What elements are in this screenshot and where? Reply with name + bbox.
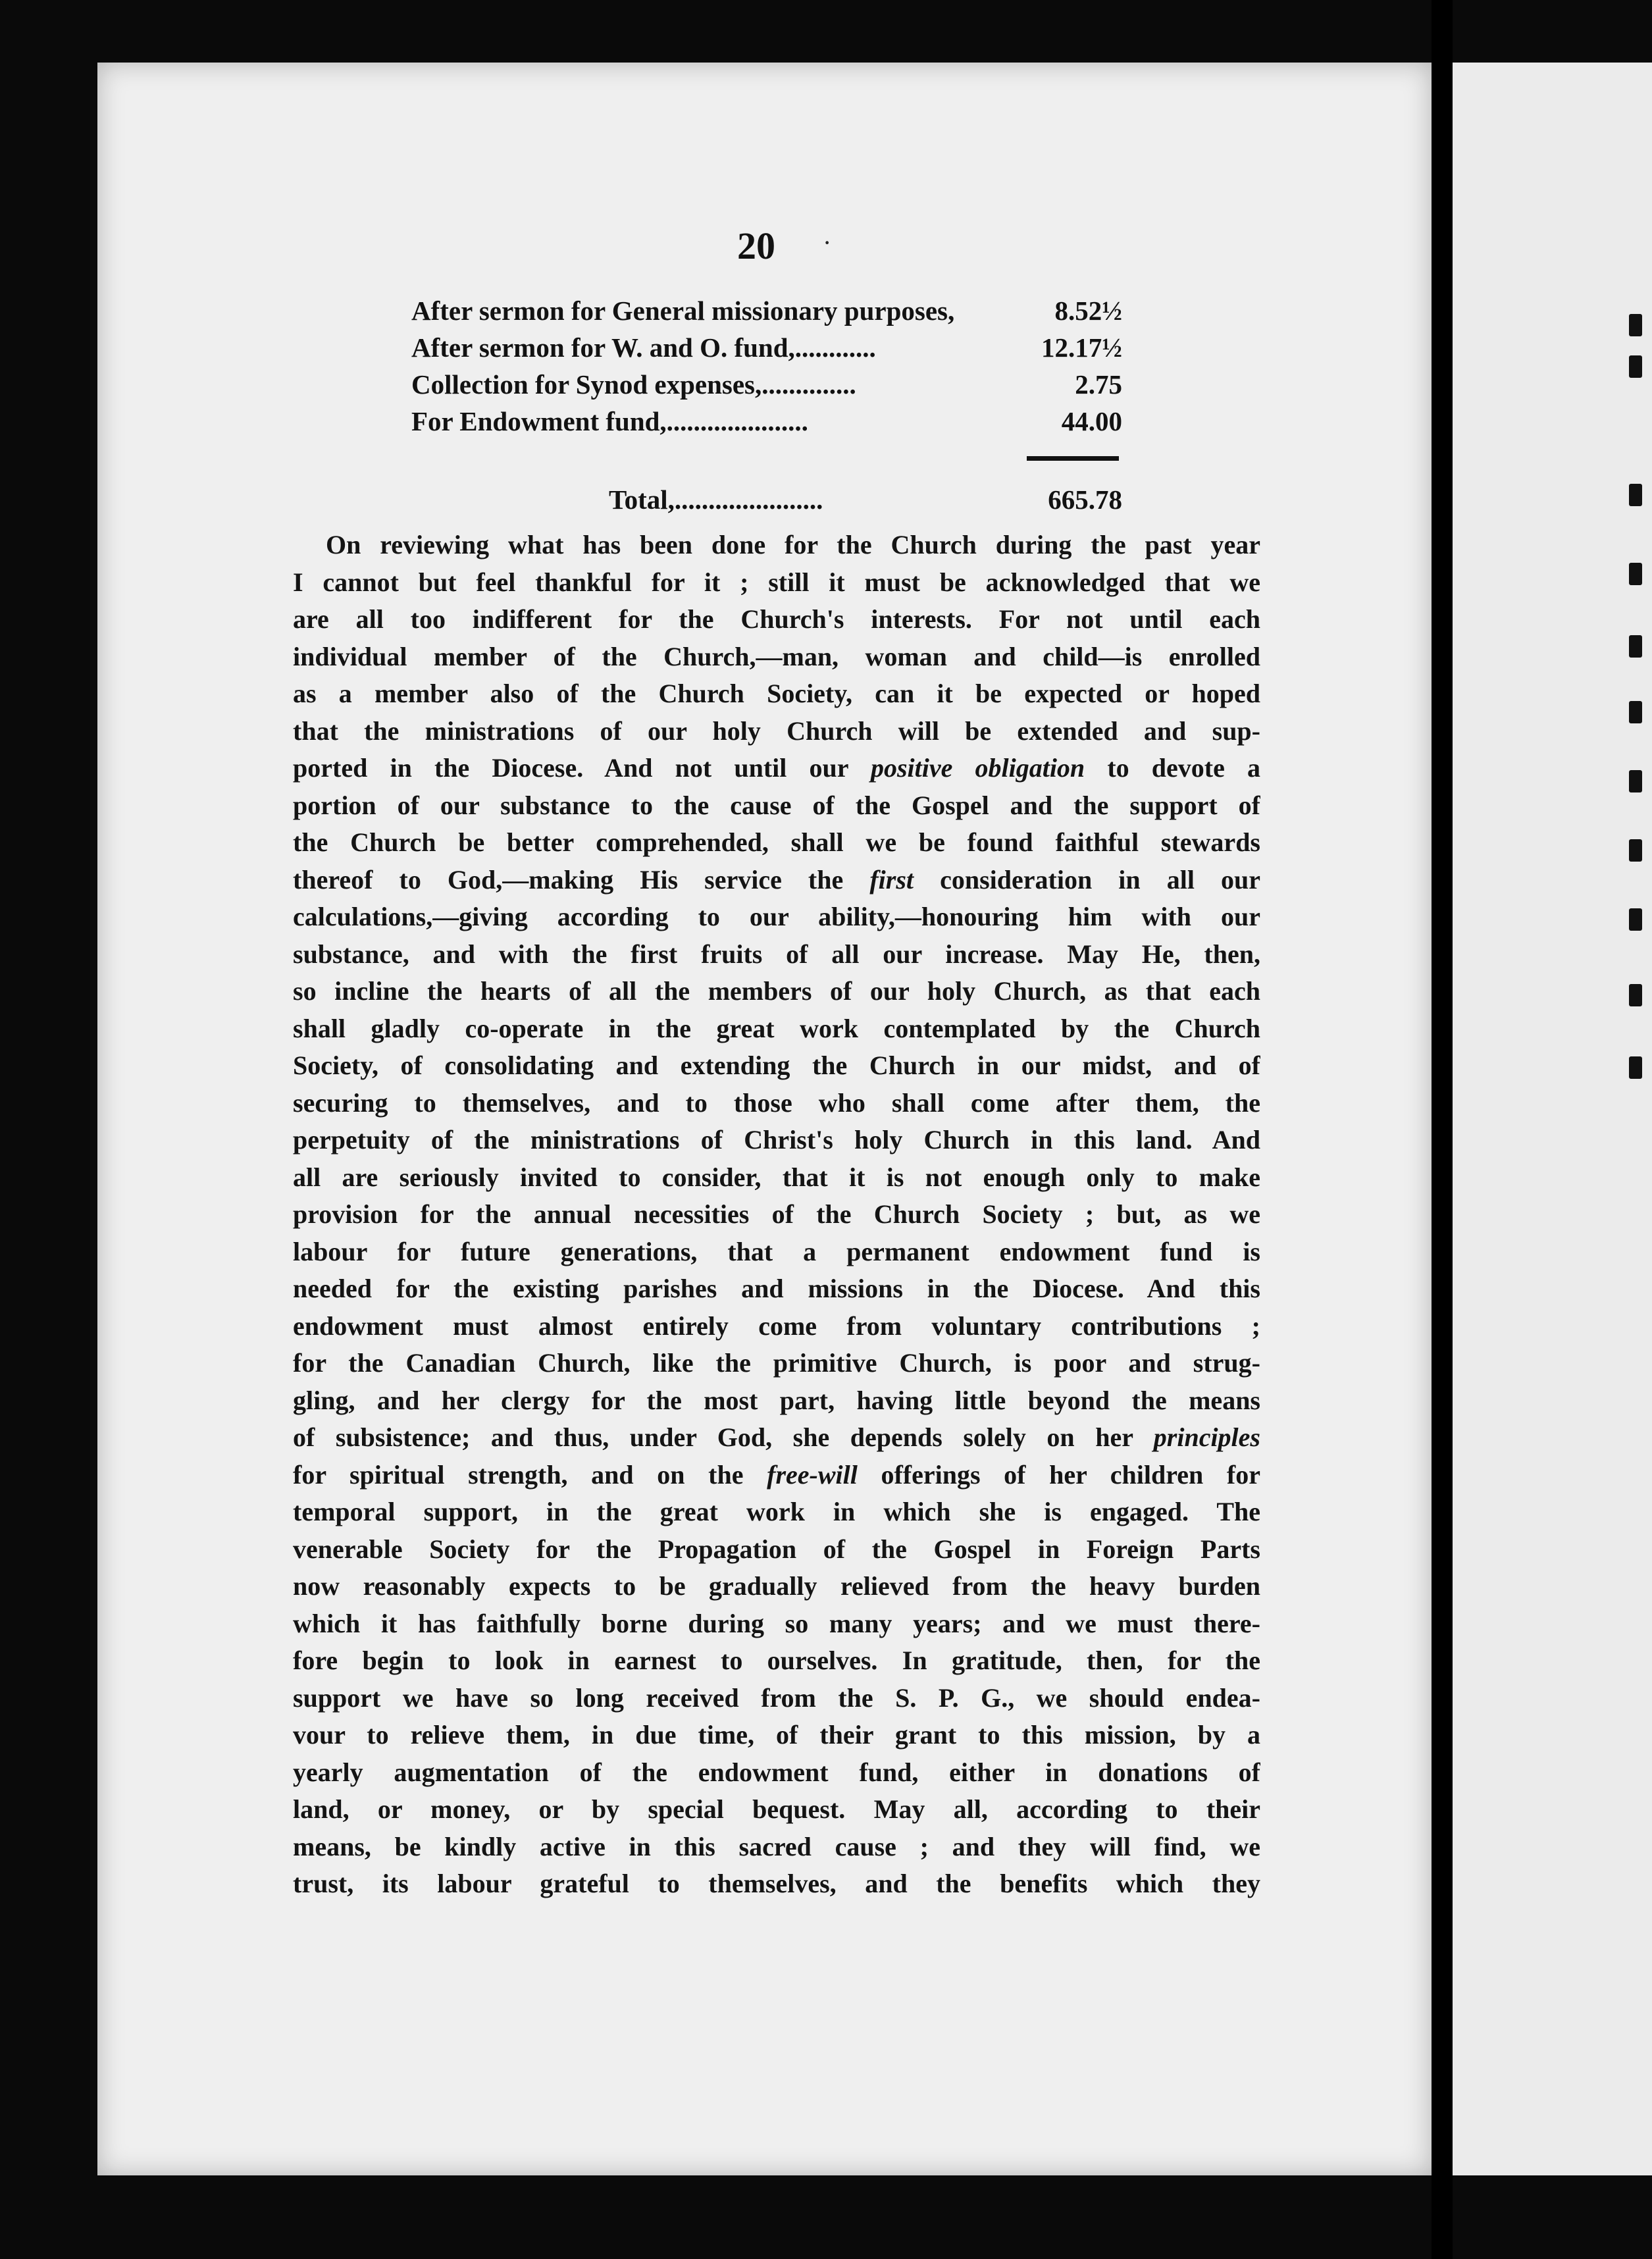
accounts-table: [411, 295, 1122, 442]
account-label: After sermon for W. and O. fund,............: [411, 332, 876, 363]
italic-phrase: principles: [1153, 1422, 1260, 1452]
text-line: vour to relieve them, in due time, of their grant to this mission, by a: [293, 1720, 1260, 1750]
text-line: provision for the annual necessities of the Church Society ; but, as we: [293, 1199, 1260, 1229]
text-line: labour for future generations, that a permanent endowment fund is: [293, 1236, 1260, 1266]
text-line: yearly augmentation of the endowment fund, either in donations of: [293, 1757, 1260, 1787]
text-line: I cannot but feel thankful for it ; still it must be acknowledged that we: [293, 567, 1260, 597]
account-amount: 8.52½: [1054, 296, 1122, 326]
account-row: [411, 295, 1122, 332]
text-line: trust, its labour grateful to themselves, and the benefits which they: [293, 1869, 1260, 1898]
adjacent-page-mark: [1629, 635, 1642, 658]
adjacent-page-mark: [1629, 701, 1642, 723]
italic-phrase: free-will: [767, 1459, 858, 1490]
adjacent-page-mark: [1629, 563, 1642, 585]
adjacent-page-mark: [1629, 1056, 1642, 1079]
total-rule: [1027, 456, 1119, 461]
text-line: as a member also of the Church Society, can it be expected or hoped: [293, 679, 1260, 708]
text-line: endowment must almost entirely come from voluntary contributions ;: [293, 1311, 1260, 1341]
account-label: Collection for Synod expenses,..............: [411, 369, 856, 400]
account-label: After sermon for General missionary purposes,: [411, 296, 955, 326]
text-segment: of subsistence; and thus, under God, she depends solely on her: [293, 1422, 1154, 1452]
body-paragraph: [293, 527, 1260, 1903]
account-row: [411, 405, 1122, 442]
adjacent-page-mark: [1629, 484, 1642, 506]
adjacent-page-mark: [1629, 839, 1642, 862]
text-line: now reasonably expects to be gradually relieved from the heavy burden: [293, 1571, 1260, 1601]
text-line: support we have so long received from the S. P. G., we should endea-: [293, 1682, 1260, 1713]
text-line: calculations,—giving according to our ability,—honouring him with our: [293, 902, 1260, 931]
text-segment: ported in the Diocese. And not until our: [293, 753, 871, 783]
adjacent-page-mark: [1629, 355, 1642, 378]
total-amount: 665.78: [1048, 484, 1122, 515]
adjacent-page-mark: [1629, 984, 1642, 1006]
text-line: for the Canadian Church, like the primitive Church, is poor and strug-: [293, 1348, 1260, 1378]
account-amount: 2.75: [1075, 369, 1122, 400]
text-line: all are seriously invited to consider, that it is not enough only to make: [293, 1162, 1260, 1192]
text-segment: consideration in all our: [914, 864, 1260, 895]
page-number: 20: [737, 224, 775, 267]
account-row: [411, 369, 1122, 405]
text-segment: for spiritual strength, and on the: [293, 1459, 767, 1490]
text-line: [293, 1457, 1260, 1494]
text-segment: thereof to God,—making His service the: [293, 864, 870, 895]
account-row: [411, 332, 1122, 369]
italic-phrase: positive obligation: [870, 753, 1085, 783]
text-line: [293, 862, 1260, 899]
text-line: [293, 1419, 1260, 1457]
text-segment: offerings of her children for: [857, 1459, 1260, 1490]
account-amount: 44.00: [1061, 406, 1122, 436]
text-line: temporal support, in the great work in which she is engaged. The: [293, 1497, 1260, 1526]
text-line: which it has faithfully borne during so many years; and we must there-: [293, 1608, 1260, 1638]
text-line: [293, 750, 1260, 787]
text-line: gling, and her clergy for the most part, having little beyond the means: [293, 1385, 1260, 1415]
text-line: means, be kindly active in this sacred cause ; and they will find, we: [293, 1831, 1260, 1861]
text-line: are all too indifferent for the Church's interests. For not until each: [293, 604, 1260, 634]
text-line: Society, of consolidating and extending the Church in our midst, and of: [293, 1051, 1260, 1080]
text-line: the Church be better comprehended, shall we be found faithful stewards: [293, 827, 1260, 857]
text-line: fore begin to look in earnest to ourselves. In gratitude, then, for the: [293, 1646, 1260, 1675]
text-line: securing to themselves, and to those who shall come after them, the: [293, 1087, 1260, 1118]
total-row: [411, 484, 1122, 521]
adjacent-page-mark: [1629, 908, 1642, 931]
text-line: land, or money, or by special bequest. May all, according to their: [293, 1794, 1260, 1824]
text-line: perpetuity of the ministrations of Christ's holy Church in this land. And: [293, 1125, 1260, 1155]
text-line: so incline the hearts of all the members of our holy Church, as that each: [293, 976, 1260, 1006]
text-line: shall gladly co-operate in the great work contemplated by the Church: [293, 1013, 1260, 1043]
account-label: For Endowment fund,.....................: [411, 406, 808, 436]
text-line: portion of our substance to the cause of the Gospel and the support of: [293, 790, 1260, 820]
text-line: that the ministrations of our holy Church will be extended and sup-: [293, 715, 1260, 746]
text-line: needed for the existing parishes and missions in the Diocese. And this: [293, 1274, 1260, 1303]
text-line: venerable Society for the Propagation of the Gospel in Foreign Parts: [293, 1534, 1260, 1564]
adjacent-page-edge: [1453, 63, 1652, 2175]
page-gutter: [1432, 0, 1453, 2259]
adjacent-page-mark: [1629, 314, 1642, 336]
adjacent-page-mark: [1629, 770, 1642, 792]
italic-phrase: first: [869, 864, 914, 895]
text-segment: to devote a: [1085, 753, 1260, 783]
text-line: On reviewing what has been done for the Church during the past year: [326, 530, 1260, 559]
page-number-dot: ·: [823, 228, 832, 257]
text-line: individual member of the Church,—man, woman and child—is enrolled: [293, 641, 1260, 671]
total-label: Total,......................: [609, 484, 823, 515]
text-line: substance, and with the first fruits of all our increase. May He, then,: [293, 939, 1260, 969]
account-amount: 12.17½: [1041, 332, 1122, 363]
